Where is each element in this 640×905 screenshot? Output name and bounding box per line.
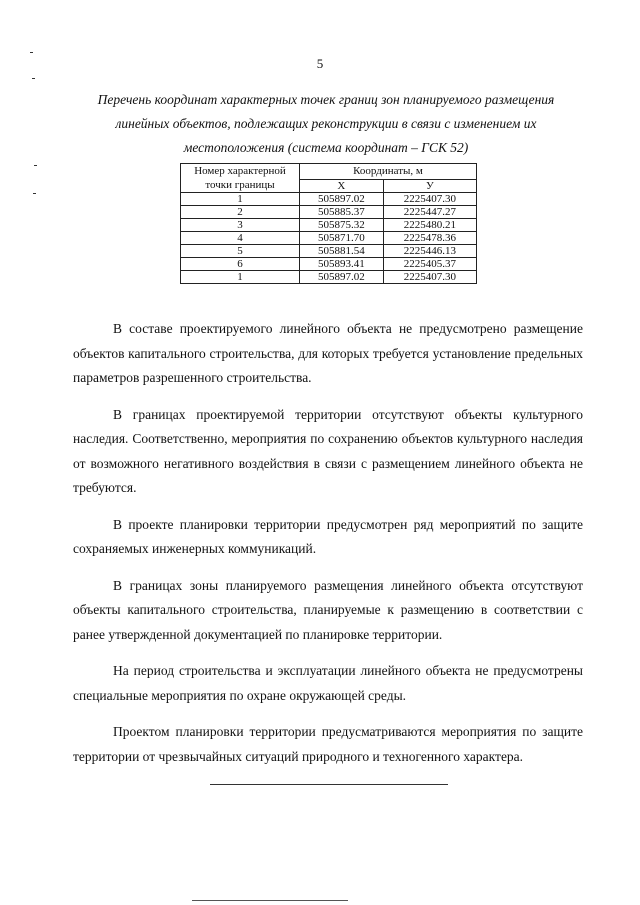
scan-edge-line xyxy=(192,900,348,901)
cell-point-number: 1 xyxy=(181,193,300,206)
cell-y: 2225405.37 xyxy=(383,258,476,271)
cell-point-number: 1 xyxy=(181,271,300,284)
cell-point-number: 4 xyxy=(181,232,300,245)
cell-y: 2225407.30 xyxy=(383,271,476,284)
paragraph: В границах зоны планируемого размещения линейного объекта отсутствуют объекты капитального строительства, планируемые к размещению в соответствии с ранее утвержденной документацией по планировке территории. xyxy=(73,577,583,642)
header-point-number: Номер характерной точки границы xyxy=(181,164,300,193)
table-row xyxy=(181,193,477,206)
table-row xyxy=(181,232,477,245)
header-x: X xyxy=(300,179,384,192)
cell-x: 505897.02 xyxy=(300,271,384,284)
cell-y: 2225480.21 xyxy=(383,219,476,232)
header-coordinates: Координаты, м xyxy=(300,164,477,180)
paragraph: В составе проектируемого линейного объекта не предусмотрено размещение объектов капитального строительства, для которых требуется установление предельных параметров разрешенного строительства. xyxy=(73,321,583,385)
cell-y: 2225446.13 xyxy=(383,245,476,258)
table-row xyxy=(181,258,477,271)
scan-speck xyxy=(30,52,33,53)
body-text xyxy=(73,317,583,781)
cell-x: 505875.32 xyxy=(300,219,384,232)
table-row xyxy=(181,245,477,258)
scan-speck xyxy=(33,193,36,194)
separator-line xyxy=(210,784,448,785)
coordinates-table xyxy=(180,163,477,284)
paragraph: На период строительства и эксплуатации линейного объекта не предусмотрены специальные мероприятия по охране окружающей среды. xyxy=(73,663,583,703)
page-number: 5 xyxy=(316,56,324,71)
cell-x: 505881.54 xyxy=(300,245,384,258)
cell-y: 2225478.36 xyxy=(383,232,476,245)
cell-point-number: 2 xyxy=(181,206,300,219)
cell-x: 505893.41 xyxy=(300,258,384,271)
header-y: У xyxy=(383,179,476,192)
cell-x: 505885.37 xyxy=(300,206,384,219)
cell-point-number: 6 xyxy=(181,258,300,271)
table-row xyxy=(181,219,477,232)
cell-x: 505897.02 xyxy=(300,193,384,206)
cell-point-number: 3 xyxy=(181,219,300,232)
document-heading: Перечень координат характерных точек границ зон планируемого размещения линейных объектов, подлежащих реконструкции в связи с изменением их местоположения (система координат – ГСК 52) xyxy=(97,92,555,155)
cell-y: 2225447.27 xyxy=(383,206,476,219)
table-row xyxy=(181,206,477,219)
cell-x: 505871.70 xyxy=(300,232,384,245)
cell-y: 2225407.30 xyxy=(383,193,476,206)
table-row xyxy=(181,271,477,284)
scan-speck xyxy=(32,78,35,79)
scan-speck xyxy=(34,165,37,166)
paragraph: В границах проектируемой территории отсутствуют объекты культурного наследия. Соответственно, мероприятия по сохранению объектов культурного наследия от возможного негативного воздействия в связи с размещением линейного объекта не требуются. xyxy=(73,406,583,495)
paragraph: В проекте планировки территории предусмотрен ряд мероприятий по защите сохраняемых инженерных коммуникаций. xyxy=(73,516,583,556)
cell-point-number: 5 xyxy=(181,245,300,258)
paragraph: Проектом планировки территории предусматриваются мероприятия по защите территории от чрезвычайных ситуаций природного и техногенного характера. xyxy=(73,724,583,764)
